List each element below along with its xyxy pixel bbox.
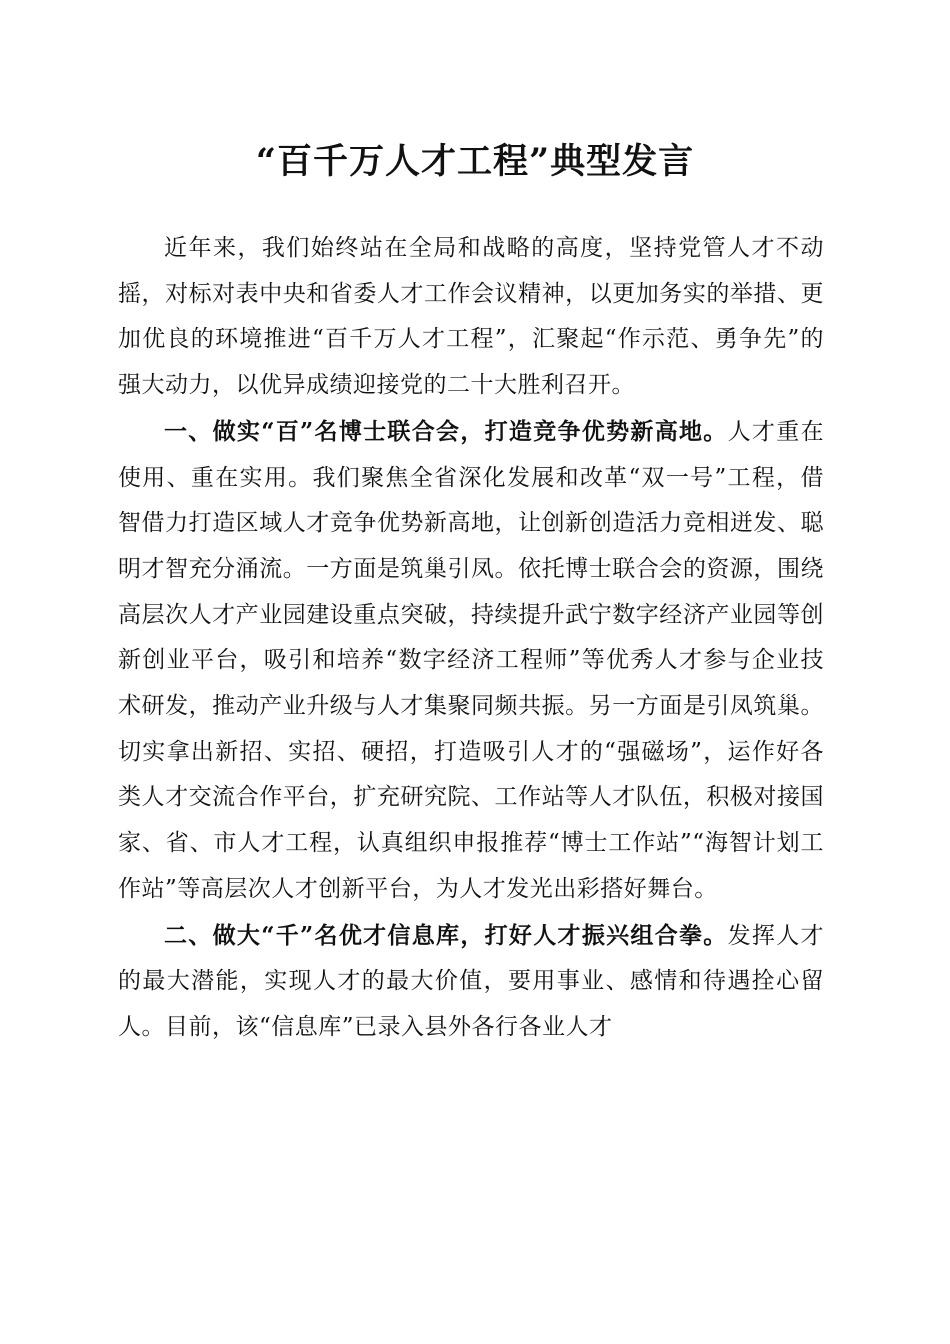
document-title: “百千万人才工程”典型发言 bbox=[255, 141, 695, 182]
paragraph-section-1 bbox=[118, 409, 824, 913]
paragraph-section-2 bbox=[118, 913, 824, 1051]
paragraph-text: 近年来，我们始终站在全局和战略的高度，坚持党管人才不动摇，对标对表中央和省委人才工作会议精神，以更加务实的举措、更加优良的环境推进“百千万人才工程”，汇聚起“作示范、勇争先”的强大动力，以优异成绩迎接党的二十大胜利召开。 bbox=[118, 235, 824, 399]
section-heading: 一、做实“百”名博士联合会，打造竞争优势新高地。 bbox=[164, 417, 728, 445]
paragraph-text: 人才重在使用、重在实用。我们聚焦全省深化发展和改革“双一号”工程，借智借力打造区域人才竞争优势新高地，让创新创造活力竞相迸发、聪明才智充分涌流。一方面是筑巢引凤。依托博士联合会的资源，围绕高层次人才产业园建设重点突破，持续提升武宁数字经济产业园等创新创业平台，吸引和培养“数字经济工程师”等优秀人才参与企业技术研发，推动产业升级与人才集聚同频共振。另一方面是引凤筑巢。切实拿出新招、实招、硬招，打造吸引人才的“强磁场”，运作好各类人才交流合作平台，扩充研究院、工作站等人才队伍，积极对接国家、省、市人才工程，认真组织申报推荐“博士工作站”“海智计划工作站”等高层次人才创新平台，为人才发光出彩搭好舞台。 bbox=[118, 418, 825, 902]
paragraph-text: 发挥人才的最大潜能，实现人才的最大价值，要用事业、感情和待遇拴心留人。目前，该“信息库”已录入县外各行各业人才 bbox=[118, 922, 825, 1040]
paragraph-intro bbox=[118, 226, 824, 409]
document-body bbox=[118, 226, 824, 1051]
section-heading: 二、做大“千”名优才信息库，打好人才振兴组合拳。 bbox=[164, 921, 728, 949]
